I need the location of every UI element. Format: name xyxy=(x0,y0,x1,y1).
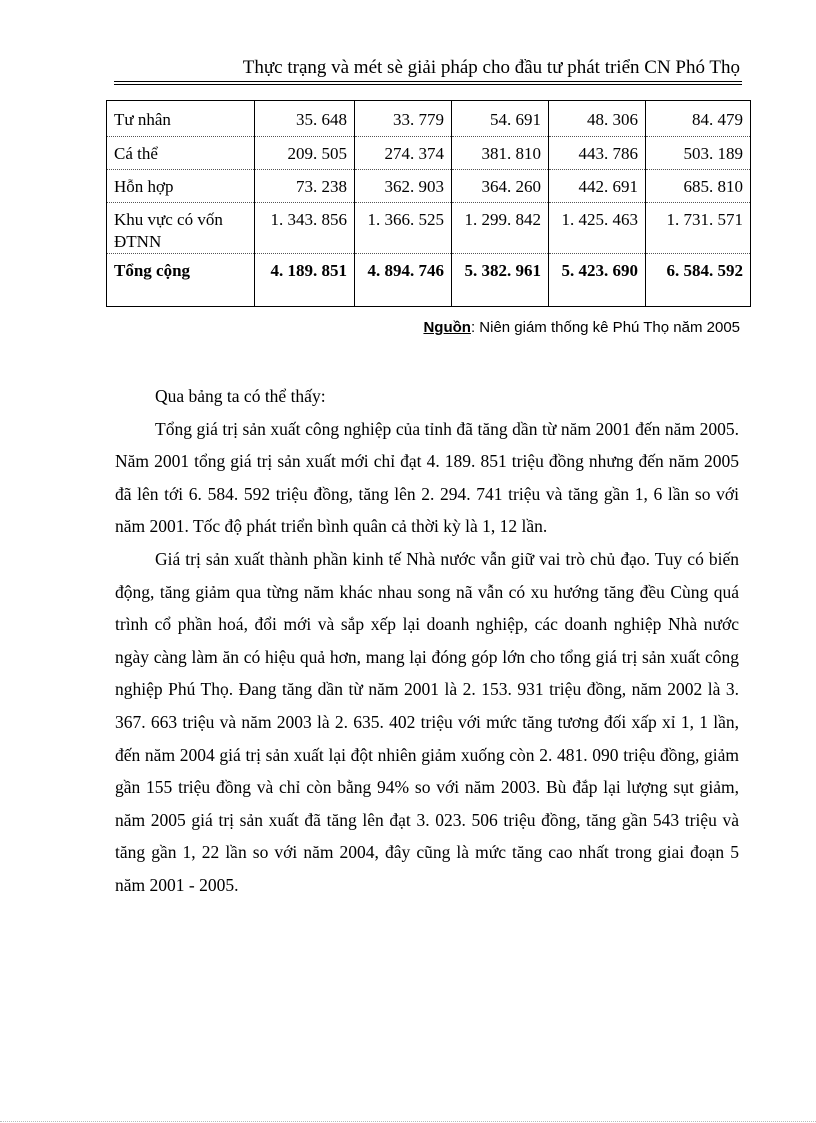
table-cell: 364. 260 xyxy=(452,170,549,203)
table-cell: 209. 505 xyxy=(255,137,355,170)
table-cell: 1. 343. 856 xyxy=(255,203,355,254)
table-cell: 5. 423. 690 xyxy=(549,254,646,307)
table-cell: 4. 894. 746 xyxy=(355,254,452,307)
row-label: Hỗn hợp xyxy=(107,170,255,203)
header-double-rule xyxy=(114,81,742,85)
table-cell: 443. 786 xyxy=(549,137,646,170)
table-cell: 362. 903 xyxy=(355,170,452,203)
paragraph: Tổng giá trị sản xuất công nghiệp của tỉnh đã tăng dần từ năm 2001 đến năm 2005. Năm 2001 tổng giá trị sản xuất mới chỉ đạt 4. 189. 851 triệu đồng nhưng đến năm 2005 đã lên tới 6. 584. 592 triệu đồng, tăng lên 2. 294. 741 triệu và tăng gần 1, 6 lần so với năm 2001. Tốc độ phát triển bình quân cả thời kỳ là 1, 12 lần. xyxy=(115,418,739,537)
table-cell: 84. 479 xyxy=(646,101,751,137)
table-total-row xyxy=(107,254,751,307)
paragraph: Giá trị sản xuất thành phần kinh tế Nhà nước vẫn giữ vai trò chủ đạo. Tuy có biến động, tăng giảm qua từng năm khác nhau song nã vẫn có xu hướng tăng đều Cùng quá trình cổ phần hoá, đổi mới và sắp xếp lại doanh nghiệp, các doanh nghiệp Nhà nước ngày càng làm ăn có hiệu quả hơn, mang lại đóng góp lớn cho tổng giá trị sản xuất công nghiệp Phú Thọ. Đang tăng dần từ năm 2001 là 2. 153. 931 triệu đồng, năm 2002 là 3. 367. 663 triệu và năm 2003 là 2. 635. 402 triệu với mức tăng tương đối xấp xỉ 1, 1 lần, đến năm 2004 giá trị sản xuất lại đột nhiên giảm xuống còn 2. 481. 090 triệu đồng, giảm gần 155 triệu đồng và chỉ còn bằng 94% so với năm 2003. Bù đắp lại lượng sụt giảm, năm 2005 giá trị sản xuất đã tăng lên đạt 3. 023. 506 triệu đồng, tăng gần 543 triệu và tăng gần 1, 22 lần so với năm 2004, đây cũng là mức tăng cao nhất trong giai đoạn 5 năm 2001 - 2005. xyxy=(115,548,739,895)
table-cell: 685. 810 xyxy=(646,170,751,203)
table-row xyxy=(107,101,751,137)
source-text: : Niên giám thống kê Phú Thọ năm 2005 xyxy=(470,319,740,336)
table-row xyxy=(107,137,751,170)
table-cell: 1. 425. 463 xyxy=(549,203,646,254)
paragraph: Qua bảng ta có thể thấy: xyxy=(155,386,326,406)
table-cell: 35. 648 xyxy=(255,101,355,137)
table-cell: 274. 374 xyxy=(355,137,452,170)
source-label: Nguồn xyxy=(423,319,471,336)
running-header-title: Thực trạng và mét sè giải pháp cho đầu tư phát triển CN Phó Thọ xyxy=(242,57,740,78)
table-cell: 33. 779 xyxy=(355,101,452,137)
table-cell: 1. 731. 571 xyxy=(646,203,751,254)
table-cell: 73. 238 xyxy=(255,170,355,203)
page-bottom-edge xyxy=(0,1121,816,1122)
table-cell: 5. 382. 961 xyxy=(452,254,549,307)
table-cell: 1. 299. 842 xyxy=(452,203,549,254)
table-cell: 6. 584. 592 xyxy=(646,254,751,307)
row-label: Khu vực có vốn ĐTNN xyxy=(107,203,255,254)
table-cell: 54. 691 xyxy=(452,101,549,137)
table-cell: 442. 691 xyxy=(549,170,646,203)
table-cell: 503. 189 xyxy=(646,137,751,170)
table-cell: 1. 366. 525 xyxy=(355,203,452,254)
row-label: Tư nhân xyxy=(107,101,255,137)
row-label: Tổng cộng xyxy=(107,254,255,307)
source-note xyxy=(300,318,740,338)
table-cell: 48. 306 xyxy=(549,101,646,137)
table-cell: 381. 810 xyxy=(452,137,549,170)
industry-output-table xyxy=(106,100,751,307)
table-row xyxy=(107,203,751,254)
table-row xyxy=(107,170,751,203)
row-label: Cá thể xyxy=(107,137,255,170)
table-cell: 4. 189. 851 xyxy=(255,254,355,307)
body-text xyxy=(115,380,739,902)
